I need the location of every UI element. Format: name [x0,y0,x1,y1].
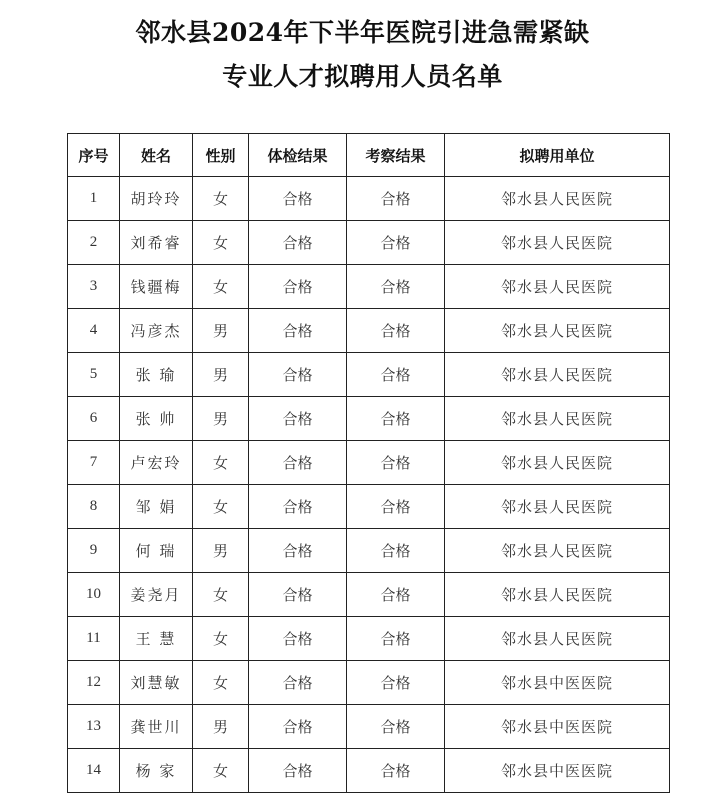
cell-gender: 女 [193,661,249,705]
cell-gender: 女 [193,177,249,221]
table-row [68,529,670,573]
header-serial: 序号 [68,134,120,177]
cell-hiring-unit: 邻水县中医医院 [445,705,670,749]
cell-review-result: 合格 [347,441,445,485]
cell-medical-result: 合格 [249,221,347,265]
table-row [68,573,670,617]
cell-gender: 女 [193,441,249,485]
cell-gender: 男 [193,353,249,397]
hiring-roster-table [67,133,670,793]
cell-name: 刘希睿 [120,221,193,265]
cell-gender: 女 [193,573,249,617]
cell-gender: 男 [193,309,249,353]
cell-gender: 男 [193,529,249,573]
cell-hiring-unit: 邻水县人民医院 [445,265,670,309]
header-review-result: 考察结果 [347,134,445,177]
cell-medical-result: 合格 [249,749,347,793]
cell-gender: 女 [193,485,249,529]
header-gender: 性别 [193,134,249,177]
cell-serial: 12 [68,661,120,705]
cell-medical-result: 合格 [249,265,347,309]
cell-medical-result: 合格 [249,309,347,353]
cell-serial: 9 [68,529,120,573]
cell-review-result: 合格 [347,485,445,529]
header-name: 姓名 [120,134,193,177]
cell-review-result: 合格 [347,353,445,397]
cell-hiring-unit: 邻水县人民医院 [445,177,670,221]
cell-hiring-unit: 邻水县人民医院 [445,529,670,573]
cell-medical-result: 合格 [249,353,347,397]
cell-serial: 13 [68,705,120,749]
cell-name: 张 帅 [120,397,193,441]
table-row [68,265,670,309]
cell-review-result: 合格 [347,309,445,353]
table-row [68,617,670,661]
cell-serial: 10 [68,573,120,617]
cell-serial: 1 [68,177,120,221]
table-row [68,441,670,485]
cell-hiring-unit: 邻水县人民医院 [445,397,670,441]
cell-review-result: 合格 [347,177,445,221]
cell-name: 冯彦杰 [120,309,193,353]
cell-name: 姜尧月 [120,573,193,617]
cell-medical-result: 合格 [249,705,347,749]
cell-review-result: 合格 [347,749,445,793]
cell-hiring-unit: 邻水县人民医院 [445,309,670,353]
cell-hiring-unit: 邻水县中医医院 [445,661,670,705]
table-row [68,661,670,705]
document-subtitle: 专业人才拟聘用人员名单 [222,62,503,91]
cell-gender: 女 [193,617,249,661]
cell-review-result: 合格 [347,617,445,661]
cell-hiring-unit: 邻水县人民医院 [445,221,670,265]
cell-medical-result: 合格 [249,661,347,705]
cell-review-result: 合格 [347,265,445,309]
cell-hiring-unit: 邻水县中医医院 [445,749,670,793]
cell-medical-result: 合格 [249,573,347,617]
cell-review-result: 合格 [347,661,445,705]
cell-hiring-unit: 邻水县人民医院 [445,353,670,397]
cell-medical-result: 合格 [249,177,347,221]
table-row [68,221,670,265]
document-title: 邻水县2024年下半年医院引进急需紧缺 [135,18,590,47]
cell-hiring-unit: 邻水县人民医院 [445,573,670,617]
cell-name: 王 慧 [120,617,193,661]
cell-name: 卢宏玲 [120,441,193,485]
cell-medical-result: 合格 [249,397,347,441]
table-row [68,397,670,441]
table-row [68,353,670,397]
cell-serial: 7 [68,441,120,485]
cell-gender: 男 [193,705,249,749]
cell-serial: 8 [68,485,120,529]
cell-review-result: 合格 [347,529,445,573]
cell-name: 杨 家 [120,749,193,793]
cell-name: 邹 娟 [120,485,193,529]
cell-name: 龚世川 [120,705,193,749]
table-row [68,309,670,353]
header-medical-result: 体检结果 [249,134,347,177]
cell-gender: 女 [193,221,249,265]
table-row [68,485,670,529]
cell-review-result: 合格 [347,573,445,617]
cell-serial: 11 [68,617,120,661]
cell-serial: 6 [68,397,120,441]
cell-review-result: 合格 [347,397,445,441]
cell-medical-result: 合格 [249,485,347,529]
cell-hiring-unit: 邻水县人民医院 [445,441,670,485]
cell-name: 钱疆梅 [120,265,193,309]
cell-medical-result: 合格 [249,529,347,573]
table-row [68,749,670,793]
cell-serial: 3 [68,265,120,309]
table-row [68,177,670,221]
cell-serial: 14 [68,749,120,793]
cell-gender: 女 [193,749,249,793]
cell-hiring-unit: 邻水县人民医院 [445,617,670,661]
cell-serial: 5 [68,353,120,397]
header-hiring-unit: 拟聘用单位 [445,134,670,177]
cell-hiring-unit: 邻水县人民医院 [445,485,670,529]
table-row [68,705,670,749]
cell-name: 何 瑞 [120,529,193,573]
cell-name: 张 瑜 [120,353,193,397]
cell-review-result: 合格 [347,221,445,265]
cell-gender: 男 [193,397,249,441]
cell-serial: 2 [68,221,120,265]
cell-medical-result: 合格 [249,617,347,661]
cell-name: 刘慧敏 [120,661,193,705]
cell-medical-result: 合格 [249,441,347,485]
table-header-row [68,134,670,177]
table-body [68,177,670,793]
cell-serial: 4 [68,309,120,353]
cell-name: 胡玲玲 [120,177,193,221]
cell-gender: 女 [193,265,249,309]
cell-review-result: 合格 [347,705,445,749]
